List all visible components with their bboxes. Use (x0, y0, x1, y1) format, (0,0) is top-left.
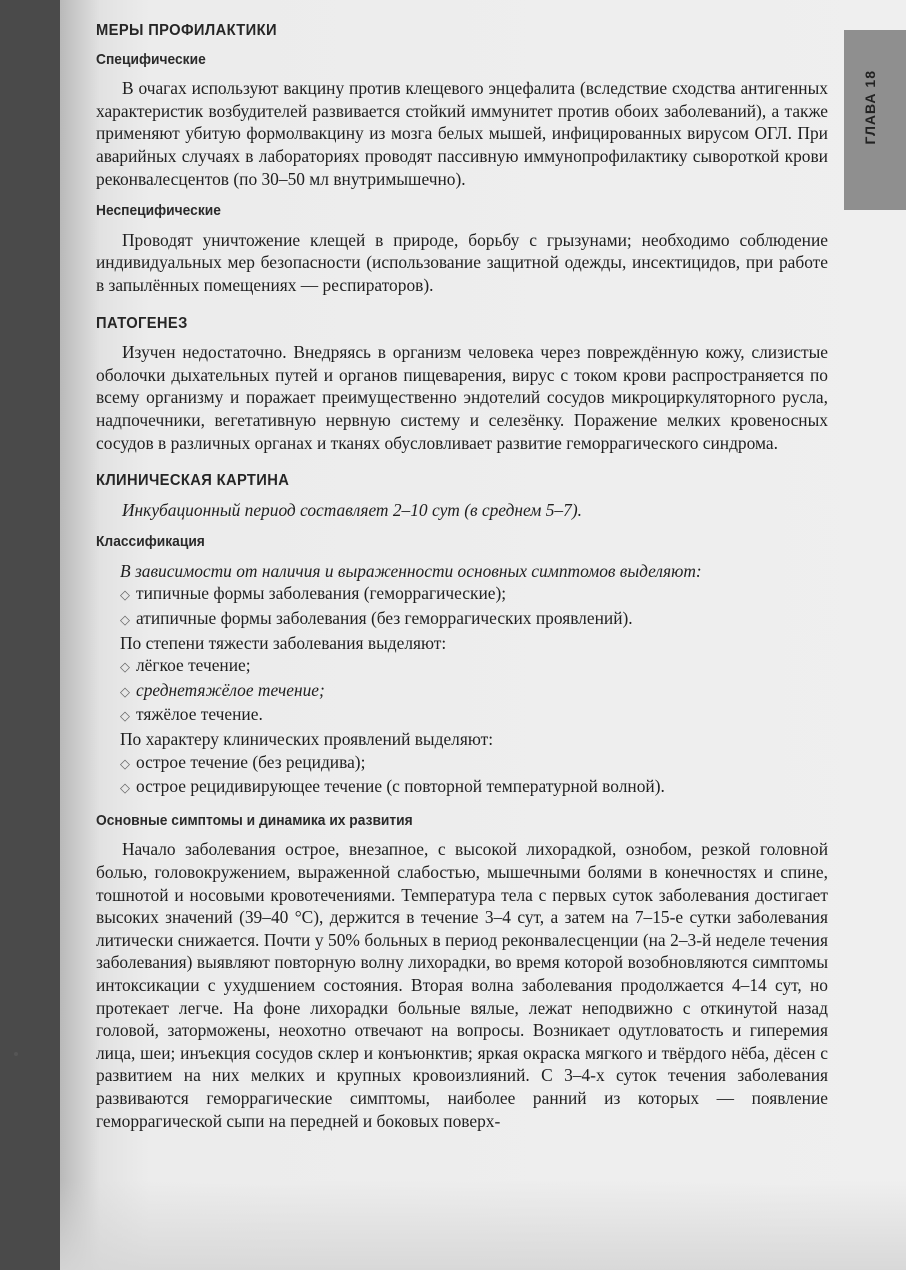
list-item (120, 654, 828, 679)
bullet-icon: ◇ (120, 755, 130, 771)
pathogenesis-paragraph: Изучен недостаточно. Внедряясь в организм человека через повреждённую кожу, слизистые оболочки дыхательных путей и органов пищеварения, вирус с током крови распространяется по всему организму и поражает преимущественно эндотелий сосудов микроциркуляторного русла, надпочечники, вегетативную нервную систему и селезёнку. Поражение мелких кровеносных сосудов в различных органах и тканях обусловливает развитие геморрагического синдрома. (96, 342, 828, 453)
bullet-icon: ◇ (120, 683, 130, 699)
list-item (120, 775, 828, 800)
nonspecific-paragraph: Проводят уничтожение клещей в природе, борьбу с грызунами; необходимо соблюдение индивидуальных мер безопасности (использование защитной одежды, инсектицидов, при работе в запылённых помещениях — респираторов). (96, 229, 828, 295)
list-item-text: типичные формы заболевания (геморрагические); (136, 583, 507, 604)
list-item-text: тяжёлое течение. (136, 704, 263, 725)
list-item (120, 703, 828, 728)
bullet-icon: ◇ (120, 587, 130, 603)
list-item-text: острое течение (без рецидива); (136, 751, 366, 772)
classification-intro-course: По характеру клинических проявлений выделяют: (120, 729, 494, 750)
list-item-text: атипичные формы заболевания (без геморрагических проявлений). (136, 608, 633, 629)
classification-intro-symptoms: В зависимости от наличия и выраженности основных симптомов выделяют: (120, 560, 702, 581)
list-item (120, 582, 828, 607)
list-item-text: лёгкое течение; (136, 655, 251, 676)
bullet-icon: ◇ (120, 780, 130, 796)
classification-subheading: Классификация (96, 533, 205, 551)
nonspecific-subheading: Неспецифические (96, 202, 221, 220)
symptoms-paragraph: Начало заболевания острое, внезапное, с высокой лихорадкой, ознобом, резкой головной болью, головокружением, выраженной слабостью, мышечными болями в конечностях и спине, тошнотой и носовыми кровотечениями. Температура тела с первых суток заболевания достигает высоких значений (39–40 °C), держится в течение 3–4 сут, а затем на 7–15-е сутки заболевания литически снижается. Почти у 50% больных в период реконвалесценции (на 2–3-й неделе течения заболевания) выявляют повторную волну лихорадки, во время которой возобновляются симптомы интоксикации с ухудшением состояния. Вторая волна заболевания продолжается 4–14 сут, но протекает легче. На фоне лихорадки больные вялые, лежат неподвижно с откинутой назад головой, заторможены, неохотно отвечают на вопросы. Возникает одутловатость и гиперемия лица, шеи; инъекция сосудов склер и конъюнктив; яркая окраска мягкого и твёрдого нёба, дёсен с развитием на них мелких и крупных кровоизлияний. С 3–4-х суток течения заболевания развиваются геморрагические симптомы, наиболее ранний из которых — появление геморрагической сыпи на передней и боковых поверх- (96, 839, 828, 1131)
list-item-text: среднетяжёлое течение; (136, 679, 325, 700)
list-item (120, 751, 828, 776)
chapter-tab-label: ГЛАВА 18 (862, 70, 878, 145)
scan-speck (14, 1052, 18, 1056)
list-item (120, 679, 828, 704)
incubation-paragraph: Инкубационный период составляет 2–10 сут (в среднем 5–7). (122, 499, 582, 520)
specific-paragraph: В очагах используют вакцину против клещевого энцефалита (вследствие сходства антигенных характеристик возбудителей развивается стойкий иммунитет против обоих заболеваний), а также применяют убитую формолвакцину из мозга белых мышей, инфицированных вирусом ОГЛ. При аварийных случаях в лабораториях проводят пассивную иммунопрофилактику сывороткой крови реконвалесцентов (по 30–50 мл внутримышечно). (96, 78, 828, 189)
bullet-icon: ◇ (120, 708, 130, 724)
symptoms-subheading: Основные симптомы и динамика их развития (96, 811, 413, 829)
pathogenesis-heading: ПАТОГЕНЕЗ (96, 314, 188, 332)
classification-intro-severity: По степени тяжести заболевания выделяют: (120, 632, 447, 653)
bullet-icon: ◇ (120, 612, 130, 628)
prophylaxis-heading: МЕРЫ ПРОФИЛАКТИКИ (96, 22, 277, 39)
bullet-icon: ◇ (120, 659, 130, 675)
chapter-tab (844, 30, 906, 210)
list-item (120, 607, 828, 632)
book-page (60, 0, 906, 1270)
list-item-text: острое рецидивирующее течение (с повторной температурной волной). (136, 776, 665, 797)
clinical-heading: КЛИНИЧЕСКАЯ КАРТИНА (96, 472, 290, 490)
specific-subheading: Специфические (96, 50, 206, 68)
page-content (96, 20, 828, 1132)
